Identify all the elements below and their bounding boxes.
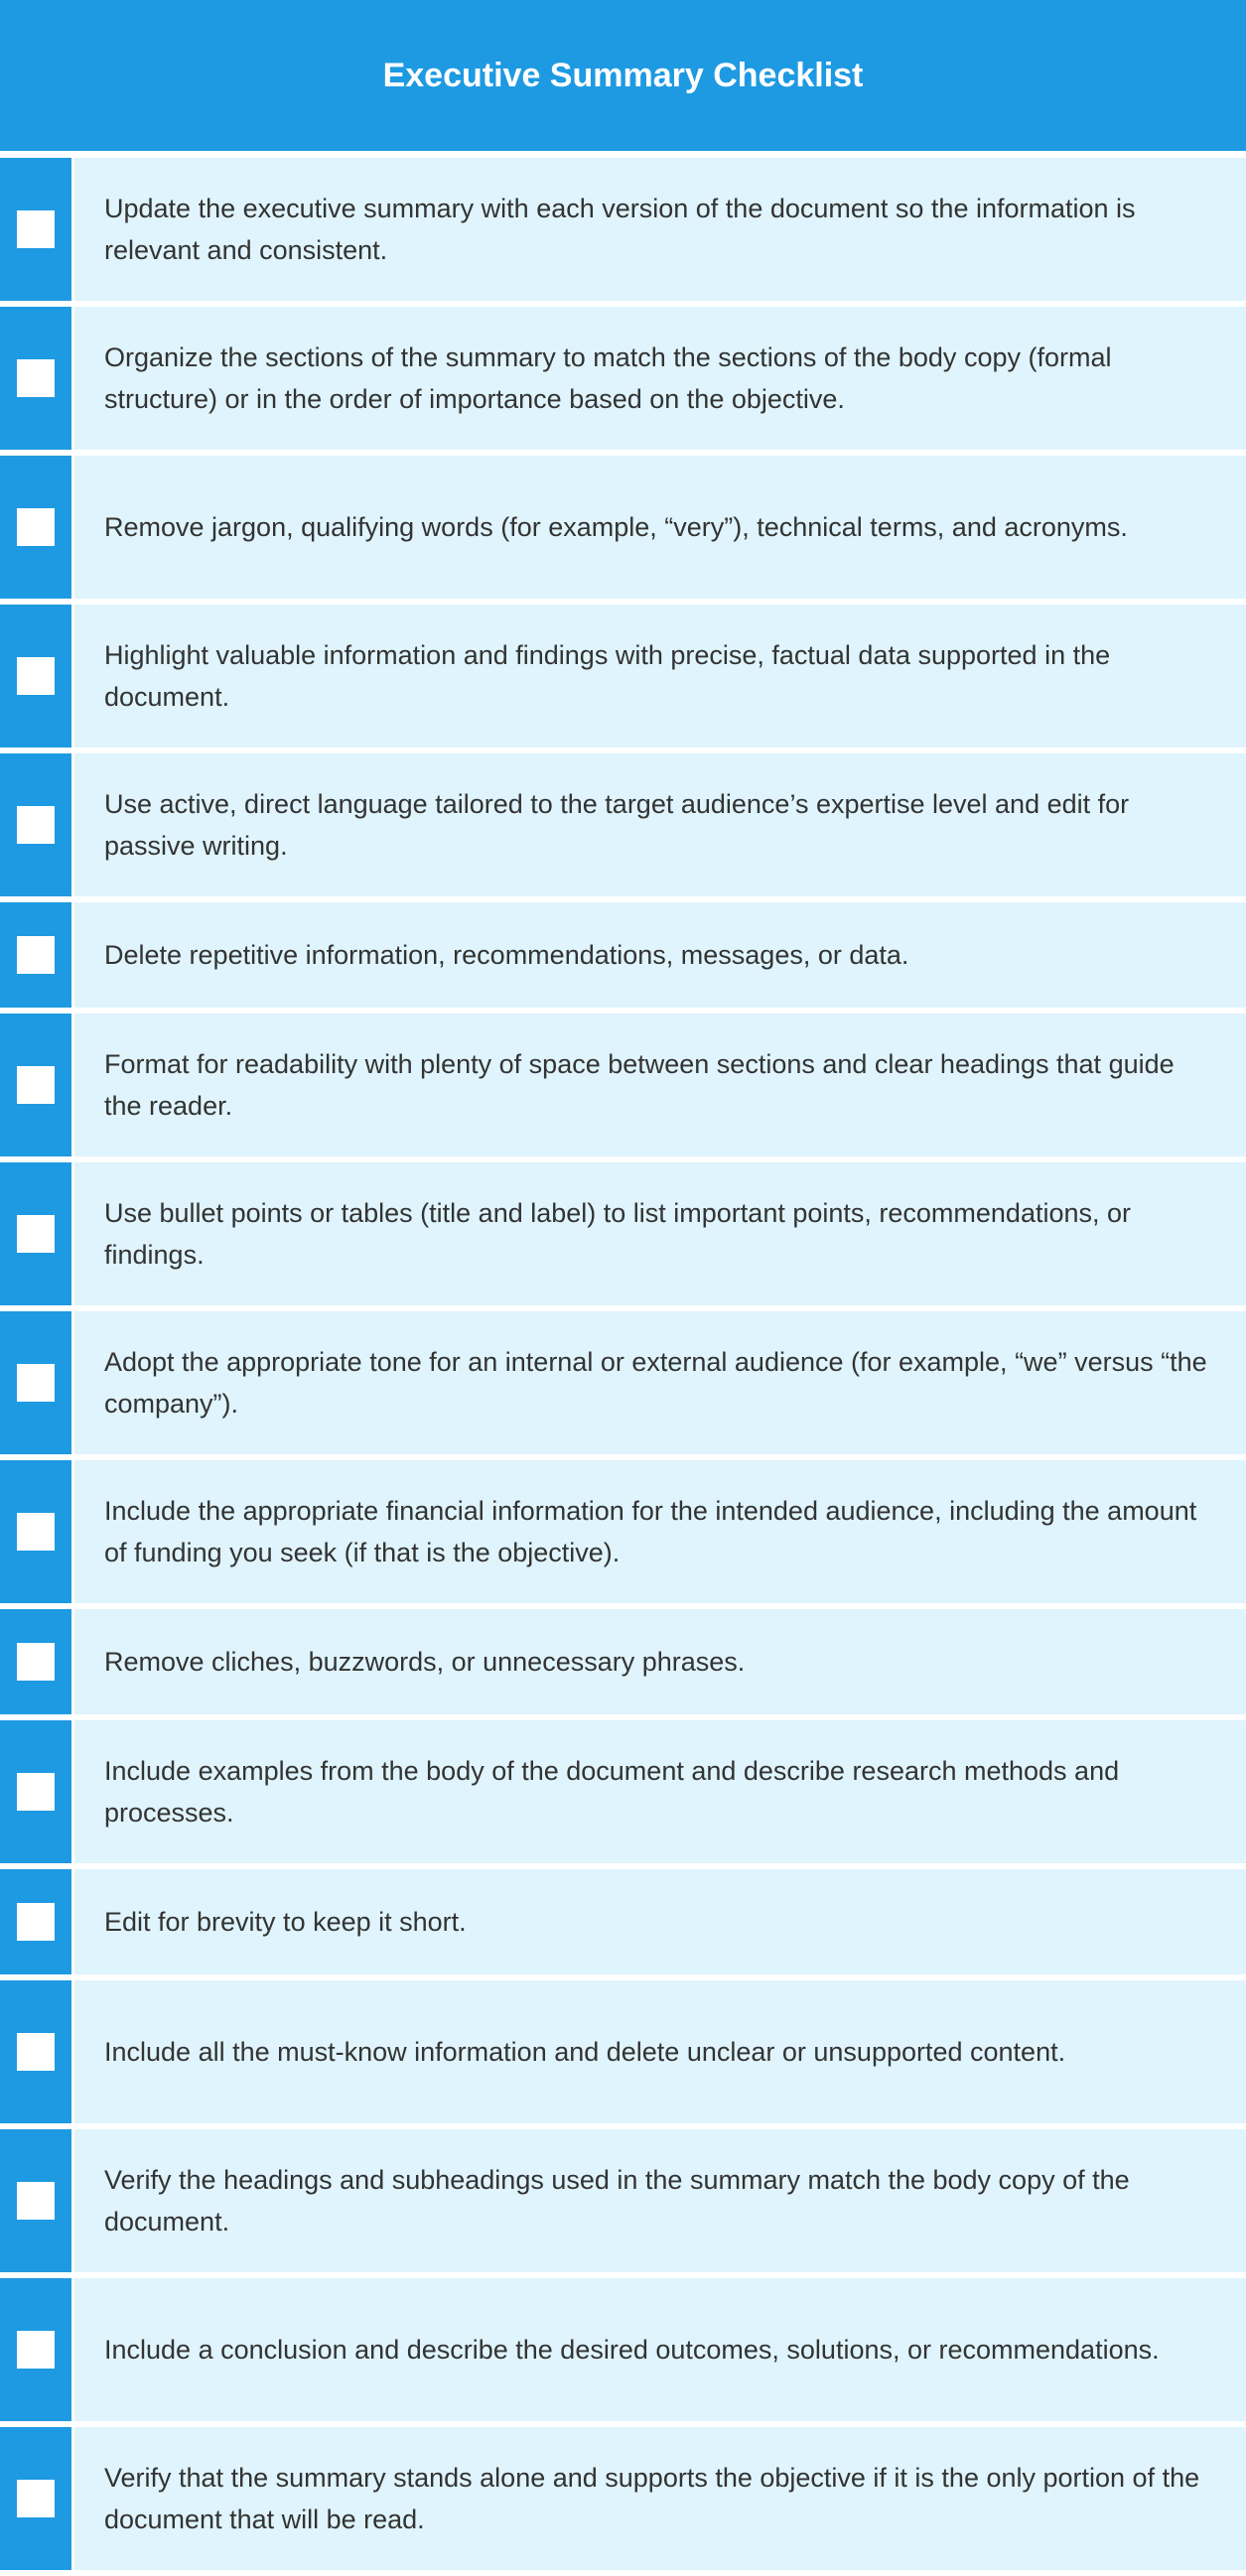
checkbox-cell (0, 456, 71, 599)
checklist-item (0, 1311, 1246, 1454)
checkbox-unchecked-icon[interactable] (17, 2331, 55, 2369)
checklist-item (0, 2129, 1246, 2272)
checklist-item-text: Remove jargon, qualifying words (for example, “very”), technical terms, and acronyms. (74, 456, 1246, 599)
checkbox-cell (0, 1720, 71, 1863)
checkbox-cell (0, 1609, 71, 1714)
checkbox-cell (0, 158, 71, 301)
checkbox-unchecked-icon[interactable] (17, 2480, 55, 2517)
checkbox-unchecked-icon[interactable] (17, 2182, 55, 2220)
checkbox-unchecked-icon[interactable] (17, 1643, 55, 1681)
checklist-item-text: Verify that the summary stands alone and supports the objective if it is the only portion of the document that will be read. (74, 2427, 1246, 2570)
checkbox-cell (0, 753, 71, 896)
checklist-item-text: Use active, direct language tailored to the target audience’s expertise level and edit for passive writing. (74, 753, 1246, 896)
checklist-item (0, 605, 1246, 747)
checklist-title: Executive Summary Checklist (0, 0, 1246, 151)
checkbox-cell (0, 1014, 71, 1156)
checklist-item-text: Remove cliches, buzzwords, or unnecessary phrases. (74, 1609, 1246, 1714)
checklist-item-text: Include a conclusion and describe the desired outcomes, solutions, or recommendations. (74, 2278, 1246, 2421)
checkbox-unchecked-icon[interactable] (17, 2033, 55, 2071)
checklist-item (0, 1609, 1246, 1714)
checklist-item (0, 456, 1246, 599)
checkbox-unchecked-icon[interactable] (17, 806, 55, 844)
checkbox-cell (0, 1869, 71, 1974)
checklist-item (0, 1869, 1246, 1974)
checklist-items (0, 158, 1246, 2576)
checklist-item-text: Use bullet points or tables (title and label) to list important points, recommendations, or findings. (74, 1162, 1246, 1305)
checkbox-unchecked-icon[interactable] (17, 359, 55, 397)
checkbox-unchecked-icon[interactable] (17, 1066, 55, 1104)
checkbox-cell (0, 902, 71, 1008)
checkbox-unchecked-icon[interactable] (17, 657, 55, 695)
checkbox-cell (0, 2129, 71, 2272)
checkbox-unchecked-icon[interactable] (17, 508, 55, 546)
checkbox-unchecked-icon[interactable] (17, 1364, 55, 1402)
checklist-item-text: Delete repetitive information, recommendations, messages, or data. (74, 902, 1246, 1008)
checklist-item-text: Include examples from the body of the document and describe research methods and processes. (74, 1720, 1246, 1863)
checkbox-cell (0, 1460, 71, 1603)
checklist-item (0, 1014, 1246, 1156)
checkbox-unchecked-icon[interactable] (17, 1773, 55, 1811)
checkbox-unchecked-icon[interactable] (17, 936, 55, 974)
checklist-item-text: Adopt the appropriate tone for an internal or external audience (for example, “we” versus “the company”). (74, 1311, 1246, 1454)
checklist-item (0, 2427, 1246, 2570)
checklist-item (0, 1162, 1246, 1305)
checklist-item-text: Update the executive summary with each version of the document so the information is relevant and consistent. (74, 158, 1246, 301)
checklist-item-text: Highlight valuable information and findings with precise, factual data supported in the document. (74, 605, 1246, 747)
checklist-item (0, 158, 1246, 301)
checkbox-cell (0, 605, 71, 747)
checkbox-cell (0, 307, 71, 450)
checkbox-unchecked-icon[interactable] (17, 210, 55, 248)
checklist-item (0, 307, 1246, 450)
checklist-item-text: Include the appropriate financial information for the intended audience, including the amount of funding you seek (if that is the objective). (74, 1460, 1246, 1603)
checkbox-unchecked-icon[interactable] (17, 1215, 55, 1253)
checklist-item-text: Organize the sections of the summary to match the sections of the body copy (formal structure) or in the order of importance based on the objective. (74, 307, 1246, 450)
checklist-item (0, 1460, 1246, 1603)
checkbox-unchecked-icon[interactable] (17, 1513, 55, 1551)
checkbox-cell (0, 1980, 71, 2123)
checkbox-cell (0, 1162, 71, 1305)
checklist-item-text: Format for readability with plenty of space between sections and clear headings that guide the reader. (74, 1014, 1246, 1156)
checkbox-unchecked-icon[interactable] (17, 1903, 55, 1941)
checklist-item-text: Include all the must-know information and delete unclear or unsupported content. (74, 1980, 1246, 2123)
checkbox-cell (0, 1311, 71, 1454)
checklist-item (0, 902, 1246, 1008)
checkbox-cell (0, 2278, 71, 2421)
checklist-item (0, 2278, 1246, 2421)
checklist-item (0, 1720, 1246, 1863)
checklist-item-text: Edit for brevity to keep it short. (74, 1869, 1246, 1974)
checkbox-cell (0, 2427, 71, 2570)
checklist-item (0, 1980, 1246, 2123)
checklist-item-text: Verify the headings and subheadings used in the summary match the body copy of the document. (74, 2129, 1246, 2272)
checklist-item (0, 753, 1246, 896)
